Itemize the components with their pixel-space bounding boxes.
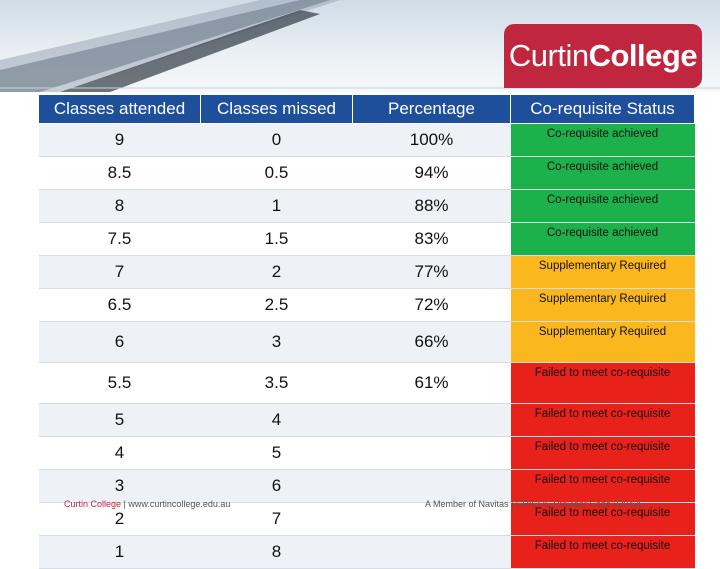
table-row xyxy=(39,470,695,503)
percentage-cell: 72% xyxy=(353,289,511,322)
percentage-cell: 61% xyxy=(353,363,511,404)
missed-cell: 5 xyxy=(201,437,353,470)
status-cell: Failed to meet co-requisite xyxy=(511,363,695,404)
header-percentage: Percentage xyxy=(353,95,511,124)
status-cell: Supplementary Required xyxy=(511,322,695,363)
footer-right: A Member of Navitas | CRICOS Provider Code 02042G xyxy=(425,499,646,509)
header-corequisite-status: Co-requisite Status xyxy=(511,95,695,124)
missed-cell: 2 xyxy=(201,256,353,289)
footer-website: | www.curtincollege.edu.au xyxy=(121,499,231,509)
attended-cell: 8 xyxy=(39,190,201,223)
footer-left xyxy=(64,499,284,509)
table-row xyxy=(39,190,695,223)
table-row xyxy=(39,157,695,190)
percentage-cell: 94% xyxy=(353,157,511,190)
percentage-cell: 77% xyxy=(353,256,511,289)
header-banner xyxy=(0,0,720,92)
attended-cell: 6.5 xyxy=(39,289,201,322)
table-row xyxy=(39,437,695,470)
status-cell: Supplementary Required xyxy=(511,256,695,289)
missed-cell: 1.5 xyxy=(201,223,353,256)
header-classes-attended: Classes attended xyxy=(39,95,201,124)
table-row xyxy=(39,289,695,322)
attended-cell: 6 xyxy=(39,322,201,363)
status-cell: Co-requisite achieved xyxy=(511,124,695,157)
missed-cell: 3 xyxy=(201,322,353,363)
missed-cell: 6 xyxy=(201,470,353,503)
table-row xyxy=(39,256,695,289)
status-cell: Co-requisite achieved xyxy=(511,157,695,190)
status-cell: Failed to meet co-requisite xyxy=(511,503,695,536)
missed-cell: 8 xyxy=(201,536,353,569)
attended-cell: 4 xyxy=(39,437,201,470)
missed-cell: 4 xyxy=(201,404,353,437)
status-cell: Co-requisite achieved xyxy=(511,190,695,223)
attended-cell: 5 xyxy=(39,404,201,437)
status-cell: Supplementary Required xyxy=(511,289,695,322)
status-cell: Failed to meet co-requisite xyxy=(511,437,695,470)
status-cell: Co-requisite achieved xyxy=(511,223,695,256)
table-header-row xyxy=(39,95,695,124)
percentage-cell xyxy=(353,437,511,470)
percentage-cell xyxy=(353,404,511,437)
attended-cell: 9 xyxy=(39,124,201,157)
status-cell: Failed to meet co-requisite xyxy=(511,536,695,569)
status-cell: Failed to meet co-requisite xyxy=(511,404,695,437)
percentage-cell: 66% xyxy=(353,322,511,363)
percentage-cell xyxy=(353,536,511,569)
attended-cell: 3 xyxy=(39,470,201,503)
table-row xyxy=(39,536,695,569)
missed-cell: 0.5 xyxy=(201,157,353,190)
missed-cell: 0 xyxy=(201,124,353,157)
header-classes-missed: Classes missed xyxy=(201,95,353,124)
table-row xyxy=(39,363,695,404)
attended-cell: 7.5 xyxy=(39,223,201,256)
attended-cell: 7 xyxy=(39,256,201,289)
logo-part-1: Curtin xyxy=(508,38,589,73)
missed-cell: 7 xyxy=(201,503,353,536)
percentage-cell xyxy=(353,470,511,503)
table-row xyxy=(39,322,695,363)
percentage-cell: 88% xyxy=(353,190,511,223)
footer-brand: Curtin College xyxy=(64,499,122,509)
logo-part-2: College xyxy=(588,38,698,73)
table-row xyxy=(39,404,695,437)
attended-cell: 8.5 xyxy=(39,157,201,190)
status-cell: Failed to meet co-requisite xyxy=(511,470,695,503)
table-row xyxy=(39,124,695,157)
curtin-college-logo xyxy=(504,24,702,88)
missed-cell: 1 xyxy=(201,190,353,223)
missed-cell: 3.5 xyxy=(201,363,353,404)
attended-cell: 5.5 xyxy=(39,363,201,404)
missed-cell: 2.5 xyxy=(201,289,353,322)
attended-cell: 1 xyxy=(39,536,201,569)
percentage-cell: 100% xyxy=(353,124,511,157)
table-row xyxy=(39,223,695,256)
percentage-cell: 83% xyxy=(353,223,511,256)
attendance-table xyxy=(38,94,695,569)
attended-cell: 2 xyxy=(39,503,201,536)
